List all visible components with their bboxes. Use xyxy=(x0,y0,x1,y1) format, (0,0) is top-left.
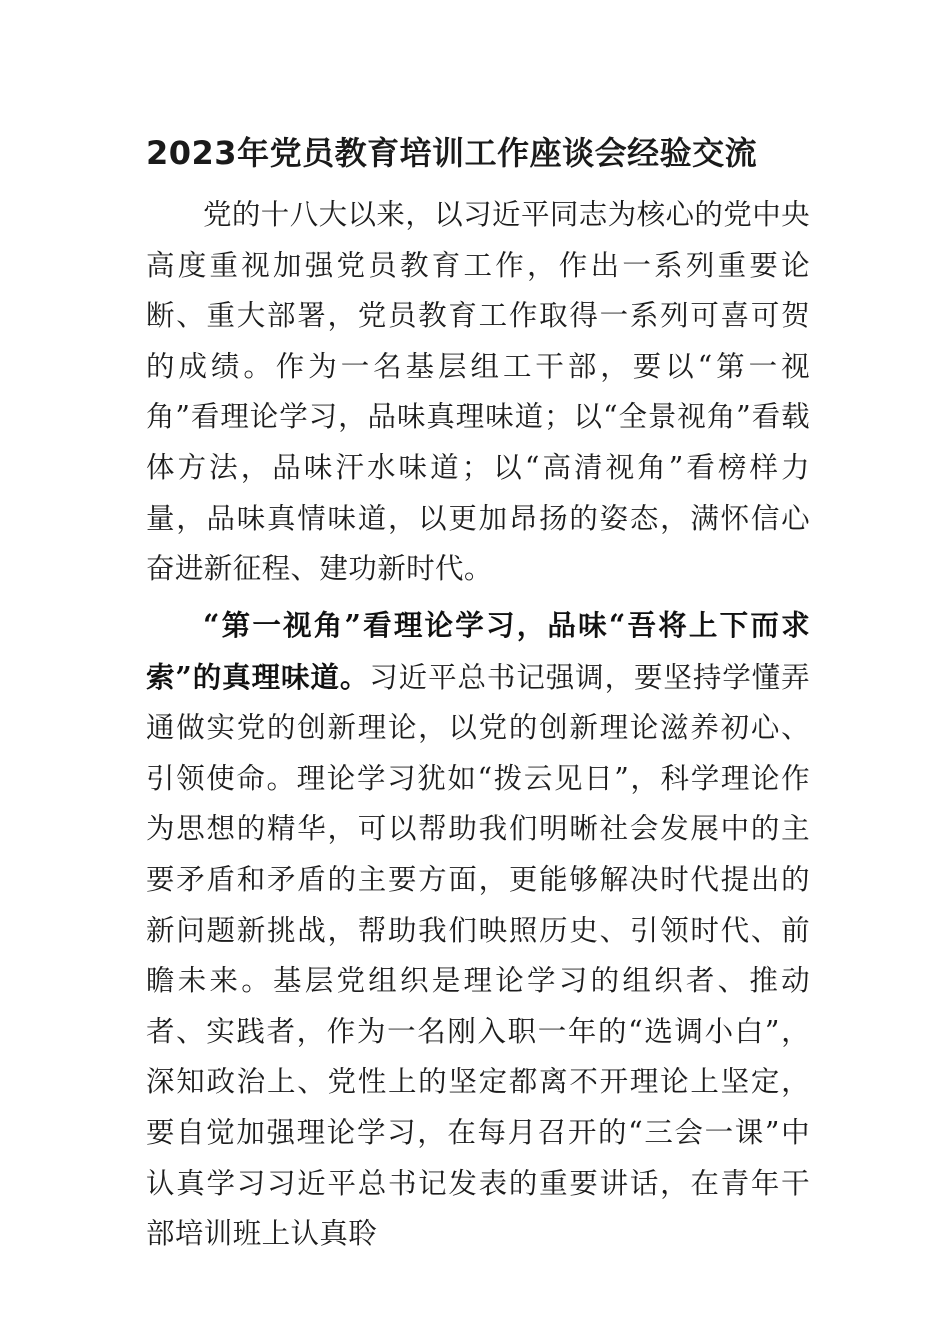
paragraph-theory-study-text: 习近平总书记强调，要坚持学懂弄通做实党的创新理论，以党的创新理论滋养初心、引领使命。理论学习犹如“拨云见日”，科学理论作为思想的精华，可以帮助我们明晰社会发展中的主要矛盾和矛盾的主要方面，更能够解决时代提出的新问题新挑战，帮助我们映照历史、引领时代、前瞻未来。基层党组织是理论学习的组织者、推动者、实践者，作为一名刚入职一年的“选调小白”，深知政治上、党性上的坚定都离不开理论上坚定，要自觉加强理论学习，在每月召开的“三会一课”中认真学习习近平总书记发表的重要讲话，在青年干部培训班上认真聆 xyxy=(146,660,810,1251)
paragraph-intro-text: 党的十八大以来，以习近平同志为核心的党中央高度重视加强党员教育工作，作出一系列重要论断、重大部署，党员教育工作取得一系列可喜可贺的成绩。作为一名基层组工干部，要以“第一视角”看理论学习，品味真理味道；以“全景视角”看载体方法，品味汗水味道；以“高清视角”看榜样力量，品味真情味道，以更加昂扬的姿态，满怀信心奋进新征程、建功新时代。 xyxy=(146,198,810,586)
paragraph-theory-study-heading: “第一视角”看理论学习，品味“吾将上下而求索”的真理味道。 xyxy=(146,608,810,694)
paragraph-theory-study xyxy=(146,600,810,1260)
paragraph-intro xyxy=(146,190,810,595)
document-title: 2023年党员教育培训工作座谈会经验交流 xyxy=(146,134,758,172)
